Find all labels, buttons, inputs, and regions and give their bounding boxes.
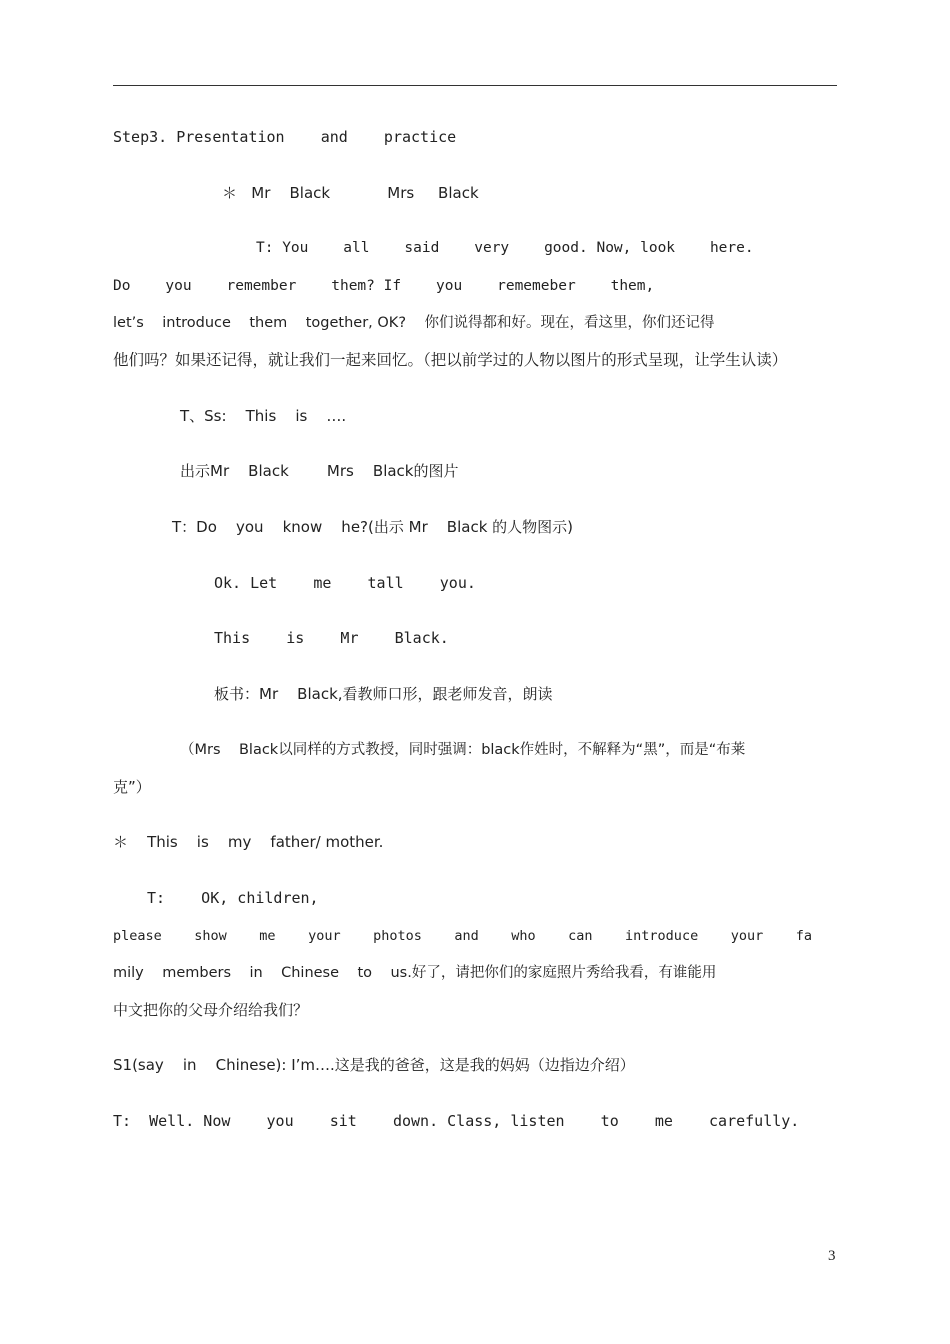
header-rule (113, 85, 837, 86)
dialogue-line: This is Mr Black. (214, 629, 449, 647)
bullet-line: ＊ This is my father/ mother. (113, 833, 384, 851)
paragraph-line: mily members in Chinese to us.好了，请把你们的家庭照片秀给我看，有谁能用 (113, 965, 717, 981)
dialogue-line: T: OK, children, (147, 889, 319, 907)
instruction-line: 出示Mr Black Mrs Black的图片 (180, 462, 459, 480)
dialogue-line: T、Ss: This is …. (180, 407, 347, 425)
names-line: ＊ Mr Black Mrs Black (222, 184, 479, 202)
dialogue-line: Ok. Let me tall you. (214, 574, 476, 592)
page-number: 3 (828, 1248, 836, 1264)
board-note-line: 板书：Mr Black,看教师口形，跟老师发音，朗读 (214, 685, 553, 703)
dialogue-line: T：Do you know he?(出示 Mr Black 的人物图示) (172, 518, 574, 536)
paragraph-line: 中文把你的父母介绍给我们？ (113, 1001, 309, 1019)
paragraph-line: T: You all said very good. Now, look here. (256, 240, 754, 256)
paragraph-line: Do you remember them? If you rememeber them, (113, 278, 655, 294)
dialogue-line: T: Well. Now you sit down. Class, listen to me carefully. (113, 1112, 800, 1130)
note-line: （Mrs Black以同样的方式教授，同时强调：black作姓时，不解释为“黑”，而是“布莱 (180, 742, 746, 758)
paragraph-line: please show me your photos and who can introduce your fa (113, 928, 812, 944)
note-line: 克”） (113, 778, 151, 796)
paragraph-line: 他们吗？如果还记得，就让我们一起来回忆。（把以前学过的人物以图片的形式呈现，让学生认读） (113, 351, 788, 369)
dialogue-line: S1(say in Chinese): I’m….这是我的爸爸，这是我的妈妈（边指边介绍） (113, 1056, 635, 1074)
step-heading: Step3. Presentation and practice (113, 128, 457, 146)
paragraph-line: let’s introduce them together, OK? 你们说得都和好。现在，看这里，你们还记得 (113, 315, 715, 331)
